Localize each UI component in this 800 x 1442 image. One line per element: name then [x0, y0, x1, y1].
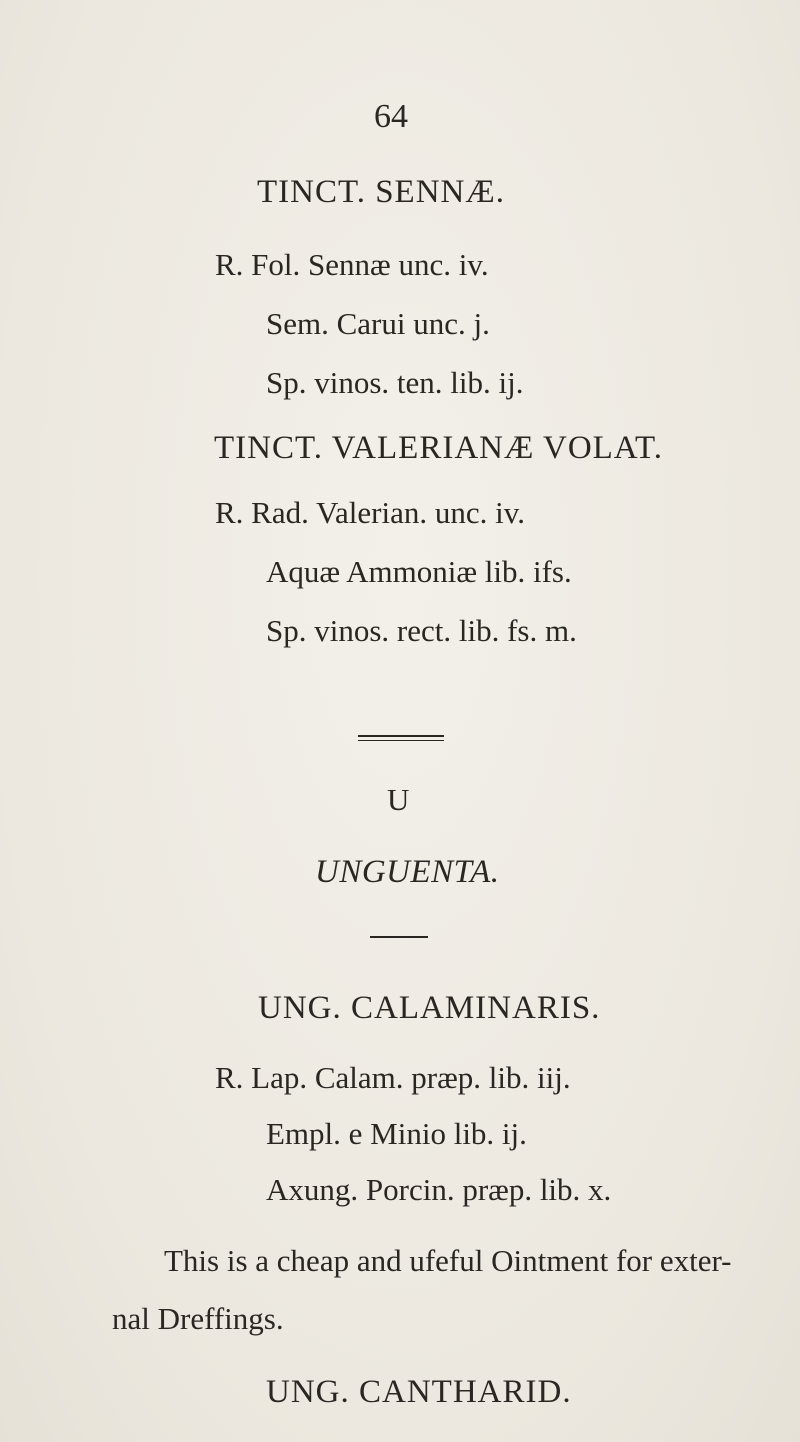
ornament-rule — [358, 740, 444, 741]
ornament-rule — [358, 735, 444, 737]
heading-tinct-valerianae: TINCT. VALERIANÆ VOLAT. — [214, 430, 663, 466]
note-line: This is a cheap and ufeful Ointment for exter- — [164, 1243, 732, 1278]
recipe-line: Aquæ Ammoniæ lib. ifs. — [266, 554, 572, 589]
note-line: nal Dreffings. — [112, 1301, 284, 1336]
recipe-line: R. Lap. Calam. præp. lib. iij. — [215, 1060, 571, 1095]
section-letter: U — [387, 782, 410, 817]
page-number: 64 — [374, 98, 408, 135]
recipe-line: Sp. vinos. ten. lib. ij. — [266, 365, 524, 400]
divider-rule — [370, 936, 428, 938]
recipe-line: Sem. Carui unc. j. — [266, 306, 490, 341]
heading-ung-cantharid: UNG. CANTHARID. — [266, 1374, 572, 1410]
recipe-line: Axung. Porcin. præp. lib. x. — [266, 1172, 612, 1207]
recipe-line: R. Fol. Sennæ unc. iv. — [215, 247, 489, 282]
recipe-line: R. Rad. Valerian. unc. iv. — [215, 495, 525, 530]
recipe-line: Empl. e Minio lib. ij. — [266, 1116, 527, 1151]
heading-ung-calaminaris: UNG. CALAMINARIS. — [258, 990, 601, 1026]
section-title: UNGUENTA. — [315, 854, 500, 890]
heading-tinct-sennae: TINCT. SENNÆ. — [257, 174, 505, 210]
recipe-line: Sp. vinos. rect. lib. fs. m. — [266, 613, 577, 648]
